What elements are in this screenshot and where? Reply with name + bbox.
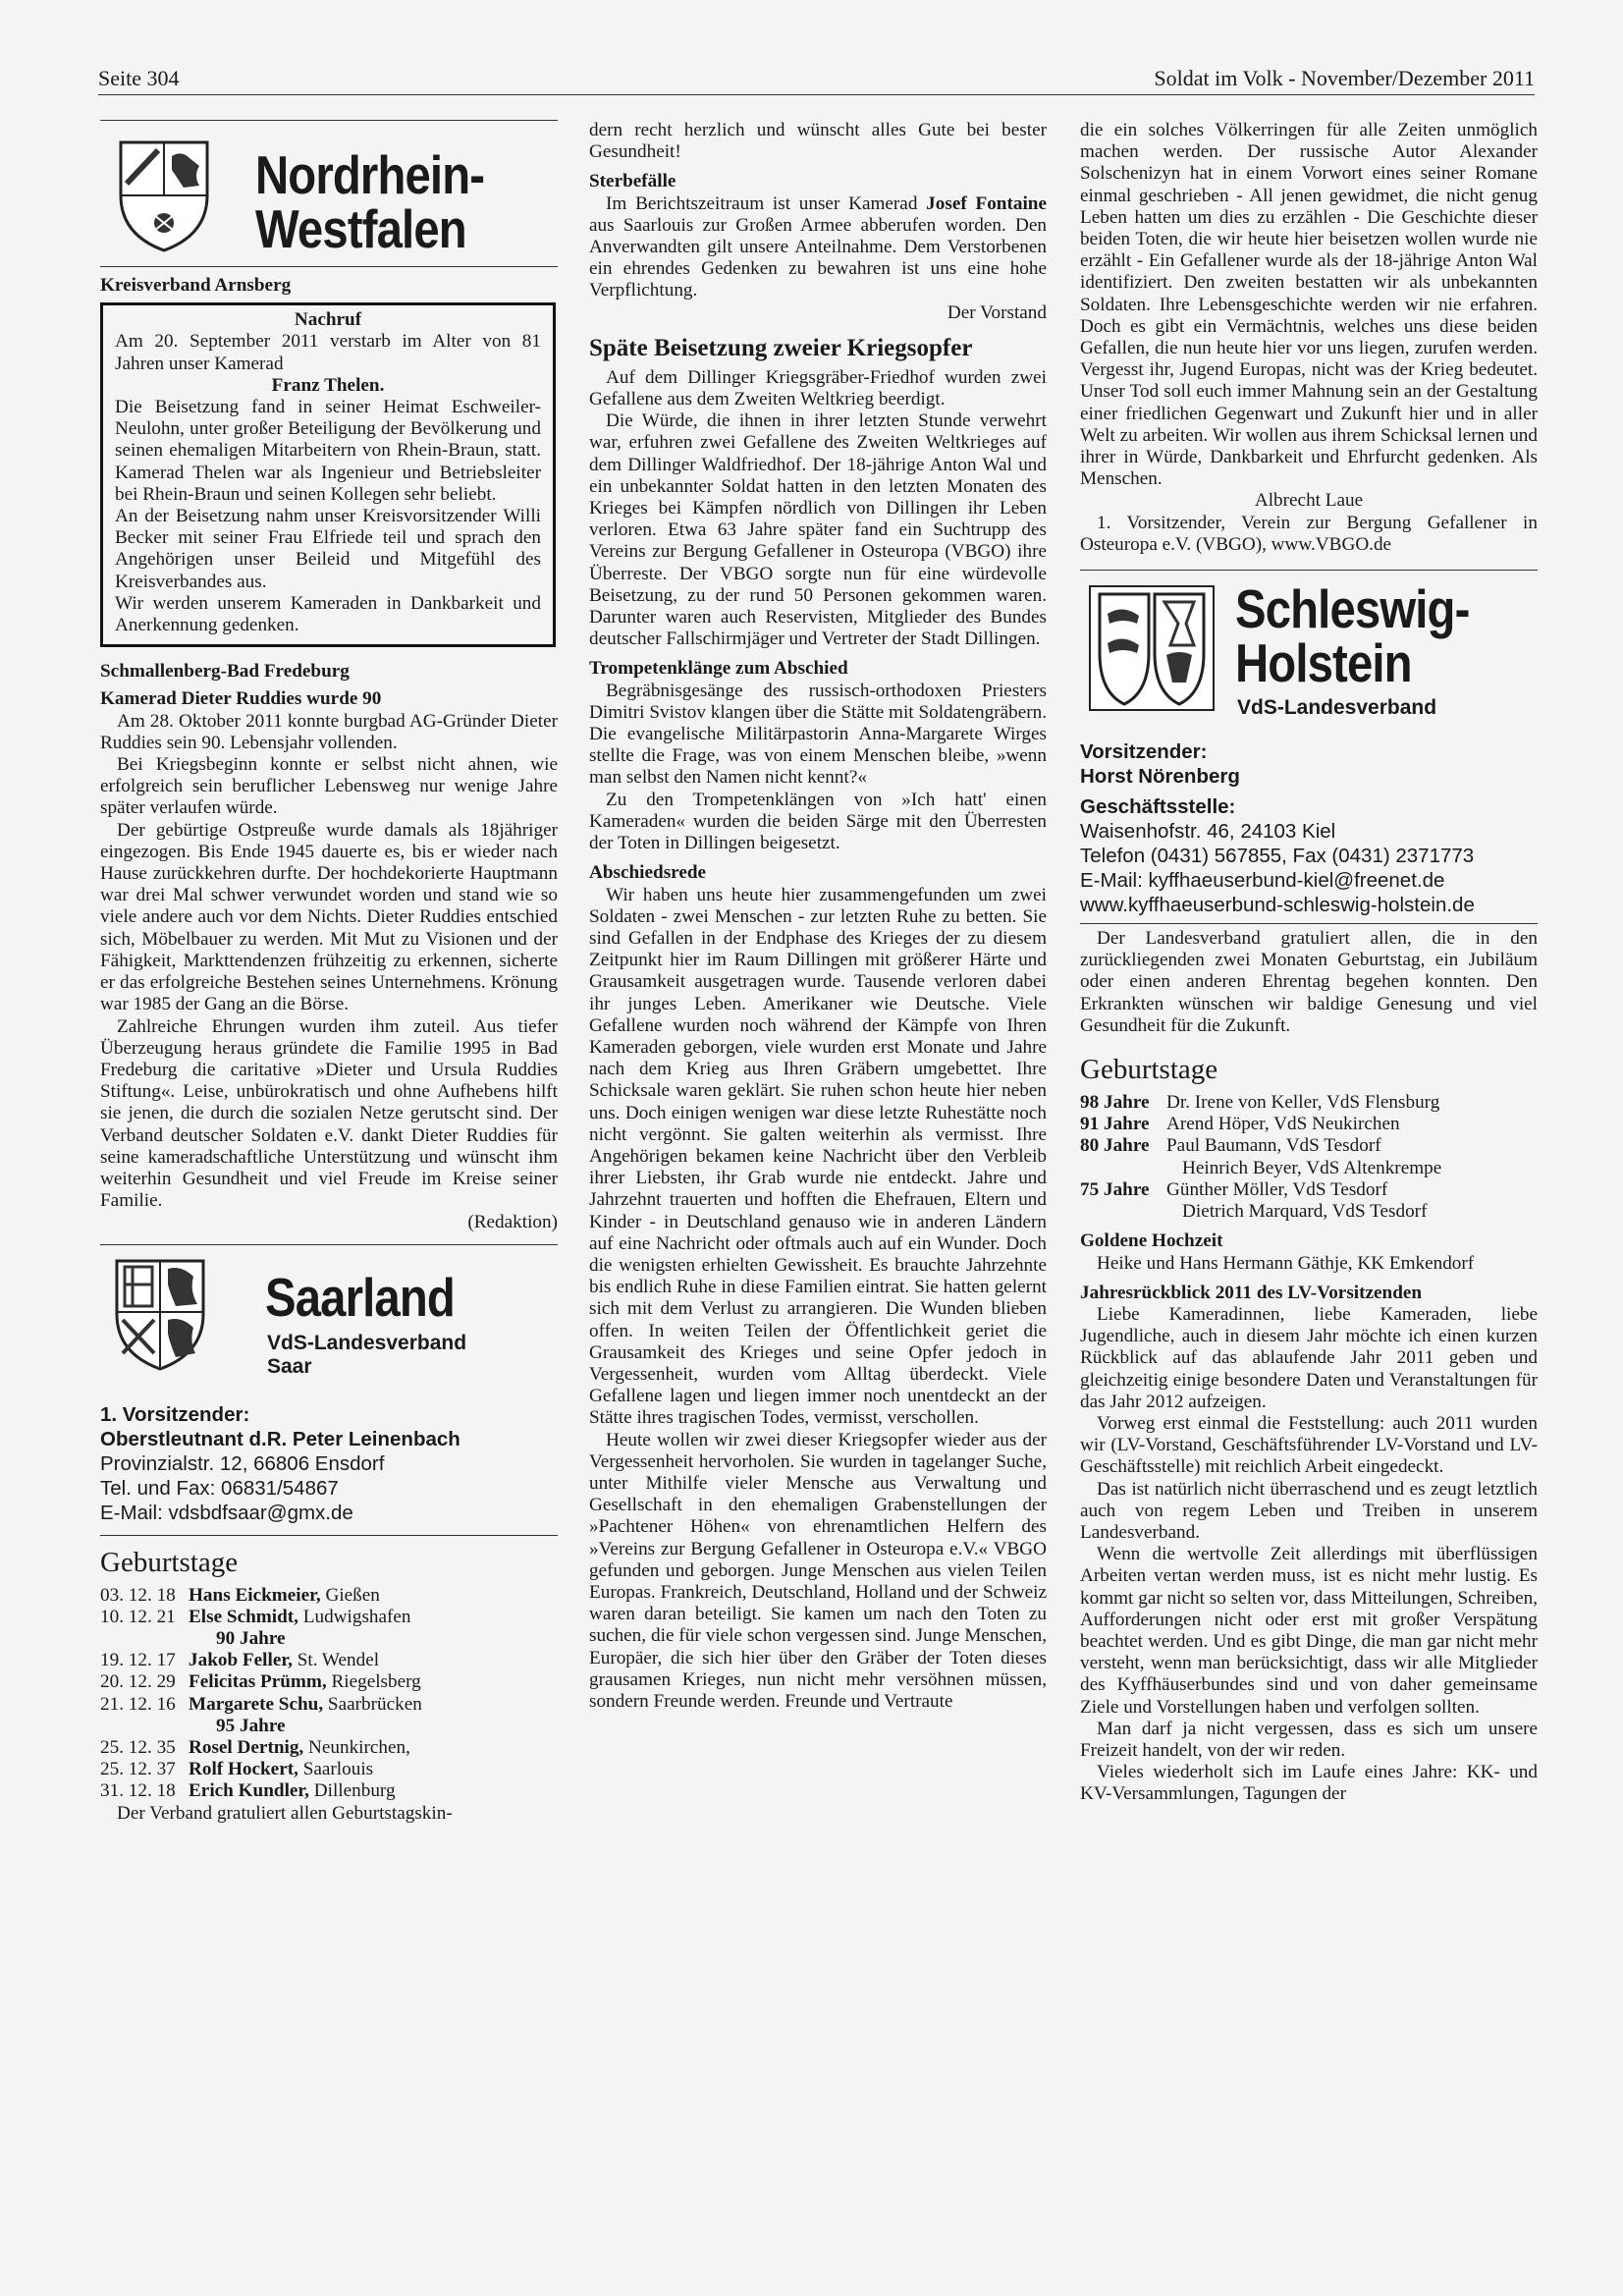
birthday-name: Erich Kundler, xyxy=(189,1780,309,1802)
birthday-date: 20. 12. 29 xyxy=(100,1671,176,1693)
birthday-person: Dietrich Marquard, VdS Tesdorf xyxy=(1182,1201,1428,1223)
nachruf-title: Nachruf xyxy=(294,309,362,331)
saar-phone: Tel. und Fax: 06831/54867 xyxy=(100,1476,339,1500)
birthday-age: 90 Jahre xyxy=(216,1627,286,1649)
sh-title-line1: Schleswig- xyxy=(1235,578,1470,640)
saar-crest-icon xyxy=(110,1255,210,1373)
ruddies-paragraph: Der gebürtige Ostpreuße wurde damals als 18jähriger eingezogen. Bis Ende 1945 dauerte es, bis er wieder nach Hause zurückkehren durfte. Der hochdekorierte Hauptmann war drei Mal schwer verwundet worden und stand wie so viele andere auch vor dem Nichts. Dieter Ruddies entschied sich, Möbelbauer zu werden. Mit Mut zu Visionen und der Fähigkeit, Markttendenzen frühzeitig zu erkennen, sicherte er das erfolgreiche Bestehen seines Unternehmens. Krönung war 1985 der Gang an die Börse. xyxy=(100,819,558,1015)
column-1 xyxy=(100,120,558,1825)
birthday-row xyxy=(100,1759,558,1780)
birthday-row xyxy=(100,1737,558,1759)
sh-address: Waisenhofstr. 46, 24103 Kiel xyxy=(1080,820,1336,844)
hochzeit-heading: Goldene Hochzeit xyxy=(1080,1230,1223,1252)
col3-continuation: die ein solches Völkerringen für alle Zeiten unmöglich machen werden. Der russische Autor Alexander Solschenizyn hat in einem Vorwort eines seiner Romane einmal geschrieben - All jenen gewidmet, die nicht genug Leben hatten um dies zu erzählen - Die Geschichte dieser beiden Toten, die wir heute hier beisetzen wollen wurde nie erzählt - Ein Gefallener wurde als der 18-jährige Anton Wal identifiziert. Den zweiten bestatten wir als unbekannten Soldaten. Ihre Lebensgeschichte werden wir nie erfahren. Doch es gibt ein Vermächtnis, welches uns diese beiden Gefallen, die nun heute hier vor uns liegen, zurufen werden. Vergesst ihr, Jugend Europas, nicht was der Krieg bedeutet. Unser Tod soll euch immer Mahnung sein an der Gestaltung einer friedlichen Gegenwart und Zukunft hier und in aller Welt zu arbeiten. Wir wollen aus ihrem Schicksal lernen und ihrer in Würde, Dankbarkeit und Ehrfurcht gedenken. Als Menschen. xyxy=(1080,120,1538,490)
sh-office-label: Geschäftsstelle: xyxy=(1080,795,1236,819)
birthday-row xyxy=(1080,1201,1538,1223)
birthday-name: Else Schmidt, xyxy=(189,1606,298,1627)
nachruf-paragraph: Wir werden unserem Kameraden in Dankbarkeit und Anerkennung gedenken. xyxy=(115,592,541,636)
birthday-name: Jakob Feller, xyxy=(189,1650,293,1671)
signature-role: 1. Vorsitzender, Verein zur Bergung Gefallener in Osteuropa e.V. (VBGO), www.VBGO.de xyxy=(1080,512,1538,555)
birthday-place: Gießen xyxy=(320,1584,380,1606)
birthday-age: 91 Jahre xyxy=(1080,1114,1150,1135)
sterbefaelle-heading: Sterbefälle xyxy=(589,171,676,192)
birthday-row xyxy=(100,1585,558,1607)
sh-email[interactable]: E-Mail: kyffhaeuserbund-kiel@freenet.de xyxy=(1080,869,1445,893)
publication-issue: Soldat im Volk - November/Dezember 2011 xyxy=(1154,66,1535,90)
saar-address: Provinzialstr. 12, 66806 Ensdorf xyxy=(100,1451,385,1475)
trompeten-heading: Trompetenklänge zum Abschied xyxy=(589,658,848,680)
nrw-title-line2: Westfalen xyxy=(255,198,466,259)
birthday-age: 80 Jahre xyxy=(1080,1135,1150,1157)
rueckblick-paragraph: Wenn die wertvolle Zeit allerdings mit überflüssigen Arbeiten vertan werden muss, ist es nicht mehr lustig. Es kommt gar nicht so selten vor, dass Mitteilungen, Schreiben, Aufforderungen nicht oder erst mit großer Verspätung beachtet werden. Und es gibt Dinge, die man gar nicht mehr versteht, wenn man berücksichtigt, dass wir alle Mitglieder des Kyffhäuserbundes sind und von daher gemeinsame Ziele und Vorstellungen haben und verfolgen sollten. xyxy=(1080,1544,1538,1718)
birthday-row xyxy=(1080,1179,1538,1201)
birthday-row xyxy=(100,1694,558,1716)
beisetzung-paragraph: Die Würde, die ihnen in ihrer letzten Stunde verwehrt war, erfuhren zwei Gefallene des Zweiten Weltkrieges auf dem Dillinger Waldfriedhof. Der 18-jährige Anton Wal und ein unbekannter Soldat hatten in den letzten Monaten des Krieges bei Kämpfen nördlich von Dillingen ihr Leben verloren. Etwa 63 Jahre später fand ein Suchtrupp des Vereins zur Bergung Gefallener in Osteuropa (VBGO) ihre Überreste. Der VBGO sorgte nun für eine würdevolle Beisetzung, zu der rund 50 Personen gekommen waren. Darunter waren auch Reservisten, Mitglieder des Bundes deutscher Fallschirmjäger und Vertreter der Stadt Dillingen. xyxy=(589,410,1047,650)
sh-chair-label: Vorsitzender: xyxy=(1080,740,1208,764)
birthday-person: Paul Baumann, VdS Tesdorf xyxy=(1166,1135,1381,1157)
birthday-row xyxy=(100,1607,558,1628)
birthday-place: Saarbrücken xyxy=(323,1693,422,1715)
birthday-place: Ludwigshafen xyxy=(298,1606,411,1627)
birthday-row xyxy=(1080,1092,1538,1114)
sh-birthday-list xyxy=(1080,1092,1538,1223)
trompeten-paragraph: Zu den Trompetenklängen von »Ich hatt' einen Kameraden« wurden die beiden Särge mit den Überresten der Toten in Dillingen beigesetzt. xyxy=(589,789,1047,854)
nrw-title-line1: Nordrhein- xyxy=(255,144,485,205)
hochzeit-text: Heike und Hans Hermann Gäthje, KK Emkendorf xyxy=(1097,1252,1475,1274)
abschied-paragraph: Heute wollen wir zwei dieser Kriegsopfer wieder aus der Vergessenheit hervorholen. Sie wurden in tagelanger Suche, unter Mithilfe vieler Mensche aus Verwaltung und Gesellschaft in den ehemaligen Grabenstellungen der »Pachtener Höhen« von ehrenamtlichen Helfern des »Vereins zur Bergung Gefallener in Osteuropa e.V.« VBGO gefunden und geborgen. Junge Menschen aus vielen Teilen Europas. Frankreich, Deutschland, Holland und der Schweiz waren daran beteiligt. Sie kamen um nach den Toten zu suchen, die für viele schon vergessen sind. Junge Menschen, Europäer, die sich hier über den Gräber der Toten dieses grausamen Krieges, nun nicht mehr versöhnen müssen, sondern Freunde werden. Freunde und Vertraute xyxy=(589,1429,1047,1713)
birthday-row xyxy=(100,1671,558,1693)
saar-birthdays-heading: Geburtstage xyxy=(100,1546,239,1578)
birthday-person: Günther Möller, VdS Tesdorf xyxy=(1166,1178,1388,1200)
sh-birthdays-heading: Geburtstage xyxy=(1080,1054,1218,1086)
saar-title: Saarland xyxy=(265,1266,455,1328)
ruddies-heading: Kamerad Dieter Ruddies wurde 90 xyxy=(100,688,382,710)
abschied-heading: Abschiedsrede xyxy=(589,862,707,884)
birthday-date: 25. 12. 35 xyxy=(100,1736,176,1758)
birthday-name: Hans Eickmeier, xyxy=(189,1584,321,1606)
birthday-person: Heinrich Beyer, VdS Altenkrempe xyxy=(1182,1157,1442,1178)
birthday-place: Saarlouis xyxy=(298,1759,374,1780)
page-header xyxy=(98,65,1535,95)
saar-birthday-list xyxy=(100,1585,558,1803)
birthday-date: 10. 12. 21 xyxy=(100,1606,176,1627)
column-2 xyxy=(589,120,1047,1713)
rueckblick-paragraph: Vieles wiederholt sich im Laufe eines Jahre: KK- und KV-Versammlungen, Tagungen der xyxy=(1080,1762,1538,1805)
saar-subtitle: VdS-Landesverband xyxy=(267,1331,467,1354)
birthday-row xyxy=(1080,1114,1538,1135)
rueckblick-paragraph: Vorweg erst einmal die Feststellung: auch 2011 wurden wir (LV-Vorstand, Geschäftsführender LV-Vorstand und LV-Geschäftsstelle) mit reichlich Arbeit eingedeckt. xyxy=(1080,1412,1538,1478)
col2-continuation: dern recht herzlich und wünscht alles Gute bei bester Gesundheit! xyxy=(589,120,1047,163)
birthday-row xyxy=(1080,1158,1538,1179)
sh-title-line2: Holstein xyxy=(1235,632,1412,694)
sh-header xyxy=(1080,571,1538,739)
kreisverband-heading: Kreisverband Arnsberg xyxy=(100,275,292,296)
saar-email[interactable]: E-Mail: vdsbdfsaar@gmx.de xyxy=(100,1501,353,1524)
birthday-person: Dr. Irene von Keller, VdS Flensburg xyxy=(1166,1092,1440,1114)
birthday-date: 21. 12. 16 xyxy=(100,1693,176,1715)
nachruf-paragraph: Die Beisetzung fand in seiner Heimat Eschweiler-Neulohn, unter großer Beteiligung der Bevölkerung und seinen ehemaligen Mitarbeitern von Rhein-Braun, statt. Kamerad Thelen war als Ingenieur und Betriebsleiter bei Rhein-Braun und seinen Kollegen sehr beliebt. xyxy=(115,397,541,505)
ruddies-signature: (Redaktion) xyxy=(467,1212,558,1233)
saar-birthday-footer: Der Verband gratuliert allen Geburtstagskin- xyxy=(117,1802,453,1824)
birthday-row xyxy=(100,1780,558,1802)
birthday-age: 95 Jahre xyxy=(216,1715,286,1736)
abschied-paragraph: Wir haben uns heute hier zusammengefunden um zwei Soldaten - zwei Menschen - zur letzten Ruhe zu betten. Sie sind Gefallen in der Endphase des Krieges der zu diesem Zeitpunkt hier im Raum Dillingen mit größerer Härte und Grausamkeit ausgetragen wurde. Tausende verloren dabei ihr junges Leben. Amerikaner wie Deutsche. Viele Gefallene wurden noch während der Kämpfe von Ihren Kameraden geborgen, viele wurden erst Monate und Jahre nach dem Krieg aus Ihren Gräbern umgebettet. Ihre Schicksale waren geklärt. Sie ruhen schon heute hier neben uns. Doch einigen wenigen war diese letzte Ruhestätte noch nicht vergönnt. Sie galten weiterhin als vermisst. Ihre Angehörigen bekamen keine Nachricht über den Verbleib ihrer Liebsten, ihr Grab wurde nie entdeckt. Jahre und Jahrzehnt trauerten und hofften die Ehefrauen, Eltern und Kinder - in Deutschland genauso wie in anderen Ländern auf eine Nachricht oder oftmals auch auf ein Wunder. Doch die wenigsten erhielten Gewissheit. Es brauchte Jahrzehnte bis endlich Ruhe in diese Familien eintrat. Sie hatten gelernt sich mit dem Verlust zu arrangieren. Die Wunden blieben offen. In weiten Teilen der Öffentlichkeit geriet die Grausamkeit des Krieges und seine Opfer jedoch in Vergessenheit, wurden vom Alltag überdeckt. Viele Gefallene lagen und liegen immer noch unentdeckt an der Stätte ihres tragischen Todes, vermisst, verschollen. xyxy=(589,884,1047,1429)
sh-crest-icon xyxy=(1088,584,1216,712)
birthday-name: Rolf Hockert, xyxy=(189,1759,298,1780)
page-number: Seite 304 xyxy=(98,66,180,90)
birthday-age: 98 Jahre xyxy=(1080,1092,1150,1114)
nachruf-name: Franz Thelen. xyxy=(271,374,385,396)
birthday-name: Margarete Schu, xyxy=(189,1693,324,1715)
sh-subtitle: VdS-Landesverband xyxy=(1237,696,1437,720)
beisetzung-paragraph: Auf dem Dillinger Kriegsgräber-Friedhof wurden zwei Gefallene aus dem Zweiten Weltkrieg beerdigt. xyxy=(589,366,1047,410)
nachruf-paragraph: An der Beisetzung nahm unser Kreisvorsitzender Willi Becker mit seiner Frau Elfriede teil und sprach den Angehörigen unser Beileid und Mitgefühl des Kreisverbandes aus. xyxy=(115,506,541,592)
saar-contact-name: Oberstleutnant d.R. Peter Leinenbach xyxy=(100,1427,460,1450)
saar-contact-label: 1. Vorsitzender: xyxy=(100,1402,250,1426)
sterbefaelle-signature: Der Vorstand xyxy=(947,301,1047,323)
nrw-header xyxy=(100,121,558,266)
saar-contact xyxy=(100,1402,558,1525)
ruddies-paragraph: Bei Kriegsbeginn konnte er selbst nicht ahnen, wie erfolgreich sein beruflicher Lebensweg nur wenige Jahre später verlaufen würde. xyxy=(100,754,558,819)
rueckblick-paragraph: Liebe Kameradinnen, liebe Kameraden, liebe Jugendliche, auch in diesem Jahr möchte ich einen kurzen Rückblick auf das ablaufende Jahr 2011 geben und gleichzeitig einige besondere Daten und Veranstaltungen für das Jahr 2012 aufzeigen. xyxy=(1080,1303,1538,1412)
column-3 xyxy=(1080,120,1538,1806)
birthday-date: 31. 12. 18 xyxy=(100,1780,176,1802)
rueckblick-heading: Jahresrückblick 2011 des LV-Vorsitzenden xyxy=(1080,1282,1423,1303)
birthday-place: Riegelsberg xyxy=(326,1671,421,1693)
birthday-name: Felicitas Prümm, xyxy=(189,1671,327,1693)
beisetzung-heading: Späte Beisetzung zweier Kriegsopfer xyxy=(589,334,973,361)
sterbefaelle-paragraph: Im Berichtszeitraum ist unser Kamerad Josef Fontaine aus Saarlouis zur Großen Armee abberufen worden. Den Anverwandten gilt unsere Anteilnahme. Dem Verstorbenen ein ehrendes Gedenken zu bewahren ist uns eine hohe Verpflichtung. xyxy=(589,192,1047,301)
birthday-name: Rosel Dertnig, xyxy=(189,1736,304,1758)
sh-phone: Telefon (0431) 567855, Fax (0431) 2371773 xyxy=(1080,845,1475,868)
birthday-place: Neunkirchen, xyxy=(303,1736,410,1758)
sh-contact xyxy=(1080,739,1538,917)
saar-subtitle: Saar xyxy=(267,1354,312,1378)
sh-intro: Der Landesverband gratuliert allen, die in den zurückliegenden zwei Monaten Geburtstag, ein Jubiläum oder einen anderen Ehrentag begehen konnten. Den Erkrankten wünschen wir baldige Genesung und viel Gesundheit für die Zukunft. xyxy=(1080,928,1538,1036)
saar-header xyxy=(100,1245,558,1402)
birthday-age xyxy=(1080,1158,1166,1179)
sh-chair-name: Horst Nörenberg xyxy=(1080,765,1240,789)
nachruf-box xyxy=(100,302,556,647)
birthday-place: Dillenburg xyxy=(308,1780,396,1802)
rueckblick-paragraph: Das ist natürlich nicht überraschend und es zeugt letztlich auch von regem Leben und Treiben in unserem Landesverband. xyxy=(1080,1478,1538,1543)
trompeten-paragraph: Begräbnisgesänge des russisch-orthodoxen Priesters Dimitri Svistov klangen über die Stätte mit Soldatengräbern. Die evangelische Militärpastorin Anna-Margarete Wirges stellte die Frage, was von einem Menschen bleibe, »wenn man selbst den Namen nicht kennt?« xyxy=(589,680,1047,789)
birthday-place: St. Wendel xyxy=(292,1650,380,1671)
birthday-age xyxy=(1080,1201,1166,1223)
ruddies-paragraph: Zahlreiche Ehrungen wurden ihm zuteil. Aus tiefer Überzeugung heraus gründete die Familie 1995 in Bad Fredeburg die caritative »Dieter und Ursula Ruddies Stiftung«. Leise, unbürokratisch und ohne Aufhebens hilft sie jenen, die durch die sozialen Netze gerutscht sind. Der Verband deutscher Soldaten e.V. dankt Dieter Ruddies für seine kameradschaftliche Unterstützung und wünscht ihm weiterhin Gesundheit und viel Freude im Kreise seiner Familie. xyxy=(100,1015,558,1212)
signature-name: Albrecht Laue xyxy=(1254,490,1364,512)
rueckblick-paragraph: Man darf ja nicht vergessen, dass es sich um unsere Freizeit handelt, von der wir reden. xyxy=(1080,1718,1538,1761)
ruddies-paragraph: Am 28. Oktober 2011 konnte burgbad AG-Gründer Dieter Ruddies sein 90. Lebensjahr vollenden. xyxy=(100,710,558,753)
birthday-person: Arend Höper, VdS Neukirchen xyxy=(1166,1114,1400,1135)
birthday-date: 25. 12. 37 xyxy=(100,1759,176,1780)
birthday-age: 75 Jahre xyxy=(1080,1178,1150,1200)
sh-website[interactable]: www.kyffhaeuserbund-schleswig-holstein.de xyxy=(1080,894,1475,917)
fredeburg-heading: Schmallenberg-Bad Fredeburg xyxy=(100,661,350,683)
birthday-row xyxy=(100,1650,558,1671)
sterbefaelle-name: Josef Fontaine xyxy=(926,192,1047,214)
birthday-date: 03. 12. 18 xyxy=(100,1584,176,1606)
nachruf-intro: Am 20. September 2011 verstarb im Alter von 81 Jahren unser Kamerad xyxy=(115,331,541,374)
birthday-row xyxy=(1080,1135,1538,1157)
birthday-date: 19. 12. 17 xyxy=(100,1650,176,1671)
nrw-crest-icon xyxy=(114,137,214,254)
